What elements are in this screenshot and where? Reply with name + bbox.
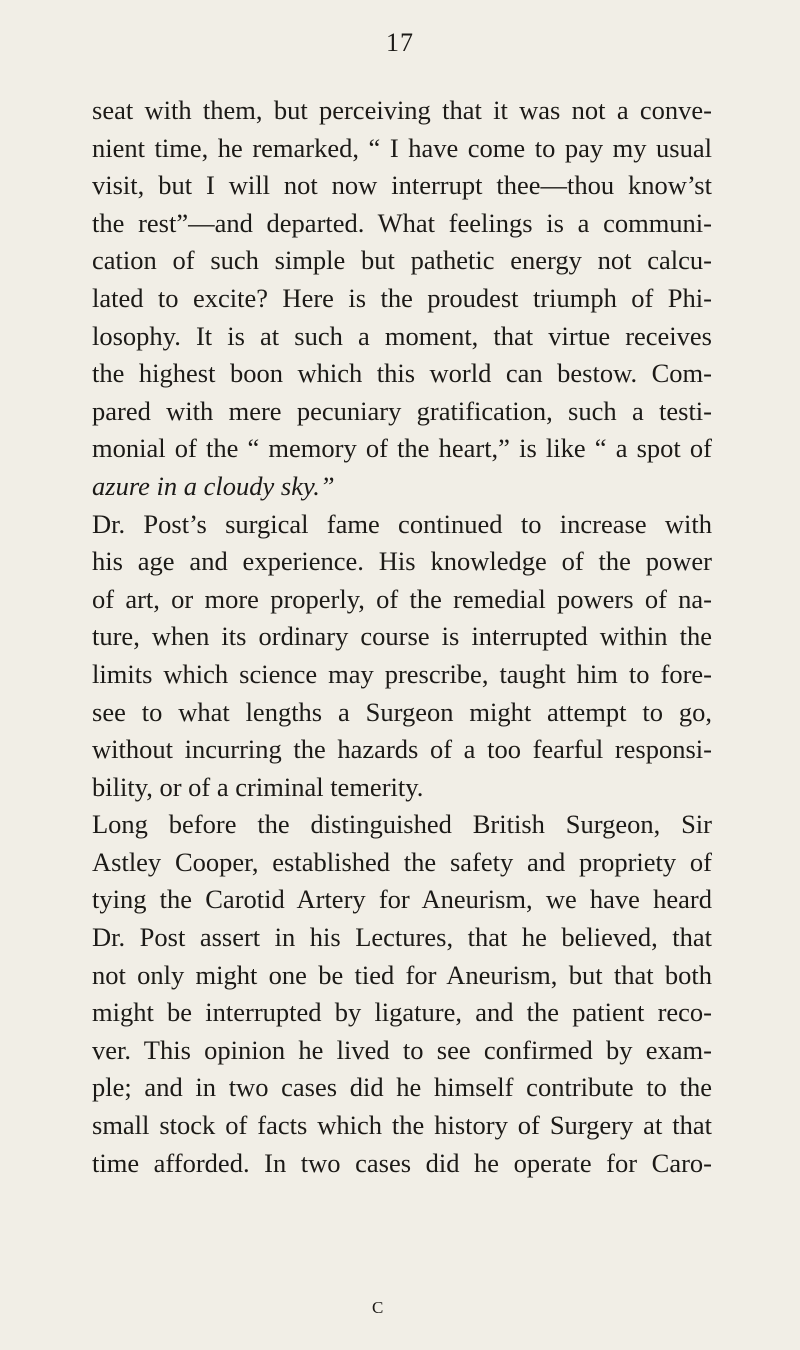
text-line: cation of such simple but pathetic energy not calcu- [92,245,712,276]
text-line: Dr. Post assert in his Lectures, that he believed, that [92,922,712,953]
text-line: the rest”—and departed. What feelings is a communi- [92,207,712,238]
text-line: see to what lengths a Surgeon might attempt to go, [92,696,712,727]
text-line: seat with them, but perceiving that it was not a conve- [92,95,712,125]
text-line: bility, or of a criminal temerity. [92,771,424,802]
text-line: time afforded. In two cases did he operate for Caro- [92,1147,712,1178]
text-line: without incurring the hazards of a too fearful responsi- [92,734,712,765]
text-line: lated to excite? Here is the proudest triumph of Phi- [92,282,712,313]
text-line: Dr. Post’s surgical fame continued to increase with [92,508,712,539]
text-line: nient time, he remarked, “ I have come to pay my usual [92,132,712,163]
text-line: ple; and in two cases did he himself contribute to the [92,1072,712,1103]
text-line: azure in a cloudy sky.” [92,470,335,501]
text-line: pared with mere pecuniary gratification, such a testi- [92,395,712,426]
text-line: small stock of facts which the history of Surgery at that [92,1110,712,1141]
page-number: 17 [386,28,414,57]
text-line: visit, but I will not now interrupt thee—thou know’st [92,170,712,201]
text-line: not only might one be tied for Aneurism, but that both [92,959,712,990]
text-line: of art, or more properly, of the remedial powers of na- [92,583,712,614]
text-line: monial of the “ memory of the heart,” is like “ a spot of [92,433,712,464]
text-line: ver. This opinion he lived to see confirmed by exam- [92,1034,712,1065]
text-line: the highest boon which this world can bestow. Com- [92,358,712,389]
text-line: Long before the distinguished British Surgeon, Sir [92,809,712,840]
text-line: might be interrupted by ligature, and the patient reco- [92,997,712,1028]
text-line: limits which science may prescribe, taught him to fore- [92,658,712,689]
text-line: ture, when its ordinary course is interrupted within the [92,621,712,652]
text-line: tying the Carotid Artery for Aneurism, we have heard [92,884,712,915]
body-text [92,92,712,1182]
text-line: losophy. It is at such a moment, that virtue receives [92,320,712,351]
text-line: his age and experience. His knowledge of the power [92,546,712,577]
signature-mark: C [372,1298,384,1317]
text-line: Astley Cooper, established the safety and propriety of [92,846,712,877]
